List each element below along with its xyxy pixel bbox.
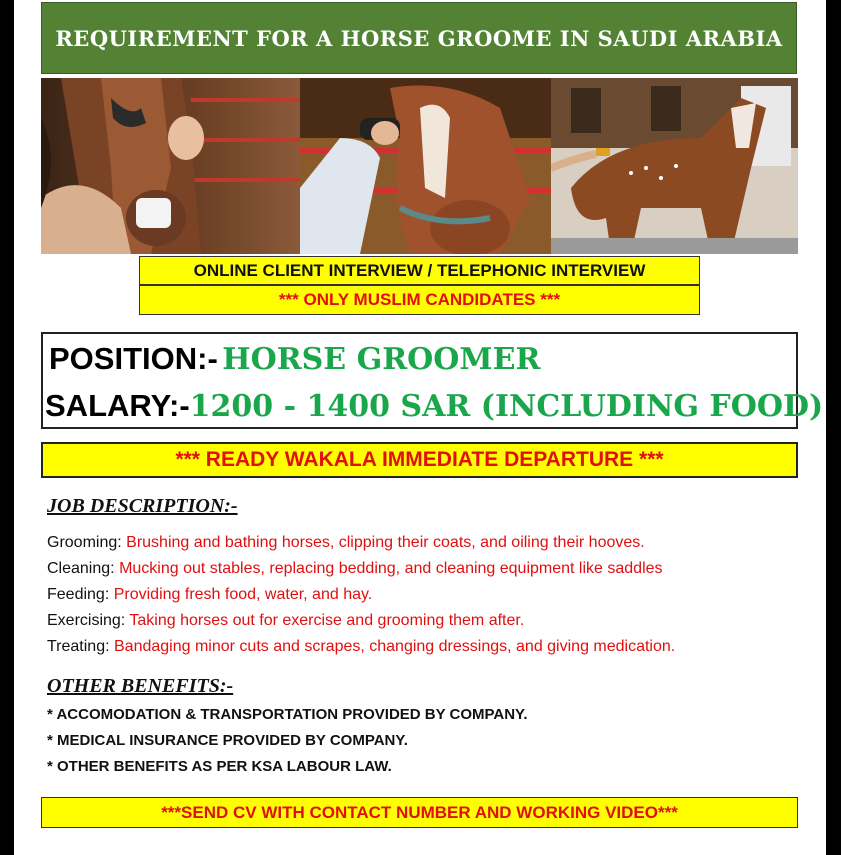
photo-horse-washing: [551, 78, 798, 254]
page-title: REQUIREMENT FOR A HORSE GROOME IN SAUDI ARABIA: [55, 25, 783, 51]
right-border: [826, 0, 841, 855]
position-line: [49, 341, 540, 377]
job-item-cleaning: [47, 560, 663, 578]
left-border: [0, 0, 14, 855]
other-benefits-heading: OTHER BENEFITS:-: [47, 675, 234, 697]
departure-note: *** READY WAKALA IMMEDIATE DEPARTURE ***: [41, 442, 798, 478]
job-item-value: Taking horses out for exercise and grooming them after.: [129, 612, 525, 629]
interview-note: ONLINE CLIENT INTERVIEW / TELEPHONIC INTERVIEW: [139, 256, 700, 285]
job-item-key: Feeding:: [47, 586, 110, 603]
job-item-key: Cleaning:: [47, 560, 115, 577]
photo-horse-wiping: [41, 78, 300, 254]
benefit-item: * ACCOMODATION & TRANSPORTATION PROVIDED BY COMPANY.: [47, 706, 528, 723]
position-salary-box: [41, 332, 824, 429]
job-item-value: Mucking out stables, replacing bedding, and cleaning equipment like saddles: [119, 560, 663, 577]
benefit-item: * OTHER BENEFITS AS PER KSA LABOUR LAW.: [47, 758, 392, 775]
title-banner: [41, 2, 797, 74]
benefit-item: * MEDICAL INSURANCE PROVIDED BY COMPANY.: [47, 732, 408, 749]
position-label: POSITION:-: [49, 341, 218, 376]
job-item-key: Exercising:: [47, 612, 126, 629]
salary-line: [45, 388, 823, 424]
job-item-grooming: [47, 534, 645, 552]
job-item-feeding: [47, 586, 372, 604]
candidates-note: *** ONLY MUSLIM CANDIDATES ***: [139, 285, 700, 315]
job-description-heading: JOB DESCRIPTION:-: [47, 495, 238, 517]
position-value: HORSE GROOMER: [222, 342, 541, 377]
salary-label: SALARY:-: [45, 388, 190, 423]
salary-value: 1200 - 1400 SAR (INCLUDING FOOD): [189, 389, 824, 424]
job-item-value: Brushing and bathing horses, clipping their coats, and oiling their hooves.: [126, 534, 645, 551]
job-item-exercising: [47, 612, 524, 630]
job-item-key: Grooming:: [47, 534, 122, 551]
job-item-key: Treating:: [47, 638, 110, 655]
send-cv-note: ***SEND CV WITH CONTACT NUMBER AND WORKING VIDEO***: [41, 797, 798, 828]
job-item-value: Bandaging minor cuts and scrapes, changing dressings, and giving medication.: [114, 638, 676, 655]
job-item-treating: [47, 638, 675, 656]
job-item-value: Providing fresh food, water, and hay.: [113, 586, 373, 603]
photo-strip: [41, 78, 798, 254]
photo-horse-brushing: [300, 78, 551, 254]
